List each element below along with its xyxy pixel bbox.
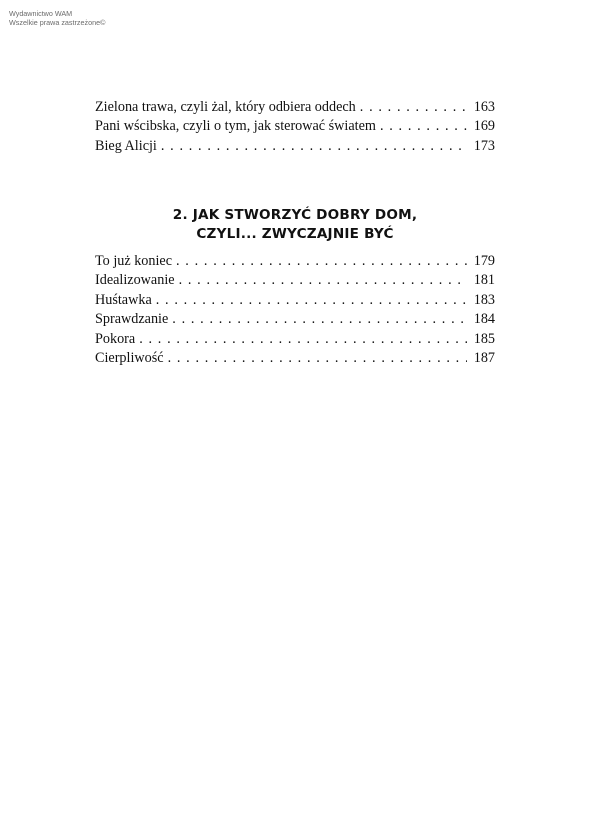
publisher-watermark [9,9,105,27]
toc-entry[interactable] [95,252,495,271]
chapter-heading-line1: 2. JAK STWORZYĆ DOBRY DOM, [172,207,418,223]
toc-entry[interactable] [95,310,495,329]
toc-entry-title: Pani wścibska, czyli o tym, jak sterować światem [95,118,376,135]
watermark-publisher: Wydawnictwo WAM [9,9,73,18]
watermark-copyright: Wszelkie prawa zastrzeżone© [9,18,106,27]
toc-entry[interactable] [95,349,495,368]
toc-dot-leader [172,310,467,329]
toc-section-chapter-2 [95,252,495,368]
toc-entry-page: 183 [473,291,495,308]
toc-dot-leader [161,137,467,156]
toc-entry-page: 169 [473,118,495,135]
toc-dot-leader [139,330,467,349]
toc-dot-leader [179,271,467,290]
toc-entry[interactable] [95,271,495,290]
toc-entry-page: 187 [473,349,495,366]
toc-entry-page: 185 [473,330,495,347]
toc-entry[interactable] [95,291,495,310]
toc-entry-title: Sprawdzanie [95,311,169,328]
toc-entry[interactable] [95,137,495,156]
toc-entry-page: 184 [473,311,495,328]
toc-dot-leader [380,117,467,136]
toc-entry-title: Pokora [95,330,136,347]
toc-entry-page: 179 [473,253,495,269]
toc-entry-page: 163 [473,99,495,115]
toc-entry-title: To już koniec [95,253,173,269]
toc-entry[interactable] [95,330,495,349]
toc-entry-title: Bieg Alicji [95,137,157,154]
toc-entry-page: 181 [473,272,495,289]
toc-entry-title: Huśtawka [95,291,152,308]
chapter-heading [95,206,495,244]
toc-entry-title: Idealizowanie [95,272,175,289]
toc-entry-title: Zielona trawa, czyli żal, który odbiera oddech [95,99,356,115]
toc-entry[interactable] [95,98,495,117]
toc-entry[interactable] [95,117,495,136]
toc-dot-leader [168,349,467,368]
toc-dot-leader [360,98,467,117]
toc-dot-leader [156,291,467,310]
toc-entry-title: Cierpliwość [95,349,164,366]
chapter-heading-line2: CZYLI... ZWYCZAJNIE BYĆ [196,226,394,242]
toc-dot-leader [176,252,467,271]
toc-section-top [95,98,495,156]
toc-entry-page: 173 [473,137,495,154]
